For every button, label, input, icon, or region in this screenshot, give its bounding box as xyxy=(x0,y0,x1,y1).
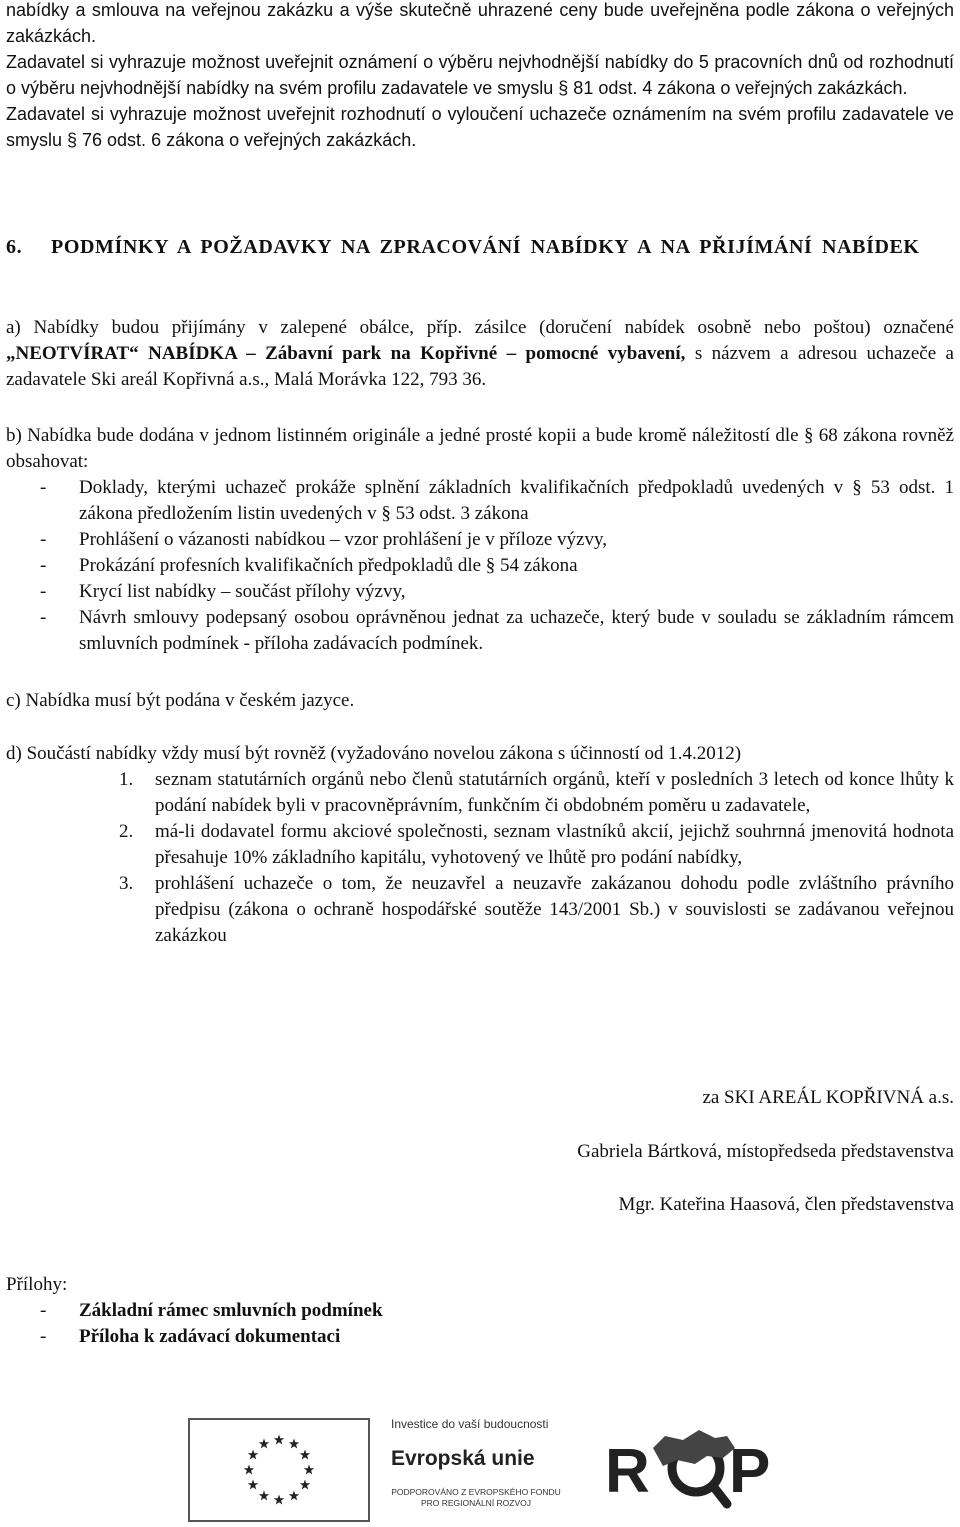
envelope-marking: „NEOTVÍRAT“ NABÍDKA – Zábavní park na Kopřivné – pomocné vybavení, xyxy=(6,343,686,364)
list-text: prohlášení uchazeče o tom, že neuzavřel a neuzavře zakázanou dohodu podle zvláštního právního předpisu (zákona o ochraně hospodářské soutěže 143/2001 Sb.) v souvislosti se zadávanou veřejnou zakázkou xyxy=(155,873,954,946)
eu-star-icon xyxy=(300,1450,310,1460)
eu-star-icon xyxy=(304,1465,314,1475)
section-number: 6. xyxy=(6,236,23,258)
list-number: 2. xyxy=(119,821,134,842)
section-heading xyxy=(6,234,954,261)
list-item: - Prohlášení o vázanosti nabídkou – vzor prohlášení je v příloze výzvy, xyxy=(6,527,954,553)
eu-star-icon xyxy=(289,1439,299,1449)
attachments-label: Přílohy: xyxy=(6,1274,68,1295)
paragraph-d xyxy=(6,741,954,949)
attachment-item: - Příloha k zadávací dokumentaci xyxy=(6,1324,954,1350)
list-number: 1. xyxy=(119,769,134,790)
eu-star-icon xyxy=(248,1450,258,1460)
paragraph-a xyxy=(6,315,954,393)
eu-fund-line-1: PODPOROVÁNO Z EVROPSKÉHO FONDU xyxy=(391,1487,561,1497)
eu-flag-logo xyxy=(188,1418,370,1522)
list-item xyxy=(6,819,954,871)
eu-fund-line-2: PRO REGIONÁLNÍ ROZVOJ xyxy=(420,1498,532,1508)
paragraph-c: c) Nabídka musí být podána v českém jazyce. xyxy=(6,690,355,711)
list-item xyxy=(6,767,954,819)
paragraph-a-tail: s názvem a adresou uchazeče a zadavatele Ski areál Kopřivná a.s., Malá Morávka 122, 793 36. xyxy=(6,343,954,390)
list-item: - Prokázání profesních kvalifikačních předpokladů dle § 54 zákona xyxy=(6,553,954,579)
eu-star-icon xyxy=(259,1490,269,1500)
list-item: - Návrh smlouvy podepsaný osobou oprávněnou jednat za uchazeče, který bude v souladu se základním rámcem smluvních podmínek - příloha zadávacích podmínek. xyxy=(6,605,954,657)
intro-paragraph-2: Zadavatel si vyhrazuje možnost uveřejnit oznámení o výběru nejvhodnější nabídky do 5 pracovních dnů od rozhodnutí o výběru nejvhodnější nabídky na svém profilu zadavatele ve smyslu § 81 odst. 4 zákona o veřejných zakázkách. xyxy=(6,52,954,98)
paragraph-b xyxy=(6,423,954,657)
paragraph-b-intro: b) Nabídka bude dodána v jednom listinném originále a jedné prosté kopii a bude kromě náležitostí dle § 68 zákona rovněž obsahovat: xyxy=(6,425,954,472)
intro-paragraph-1: nabídky a smlouva na veřejnou zakázku a výše skutečně uhrazené ceny bude uveřejněna podle zákona o veřejných zakázkách. xyxy=(6,0,954,46)
numbered-list xyxy=(6,767,954,949)
required-documents-list xyxy=(6,475,954,657)
attachments-list xyxy=(6,1298,954,1350)
eu-star-icon xyxy=(244,1465,254,1475)
list-text: seznam statutárních orgánů nebo členů statutárních orgánů, kteří v posledních 3 letech od konce lhůty k podání nabídek byli v pracovněprávním, funkčním či obdobném poměru u zadavatele, xyxy=(155,769,954,816)
list-item: - Doklady, kterými uchazeč prokáže splnění základních kvalifikačních předpokladů uvedených v § 53 odst. 1 zákona předložením listin uvedených v § 53 odst. 3 zákona xyxy=(6,475,954,527)
eu-star-icon xyxy=(274,1435,284,1445)
eu-star-icon xyxy=(259,1439,269,1449)
eu-star-icon xyxy=(289,1490,299,1500)
eu-star-icon xyxy=(274,1495,284,1505)
list-text: má-li dodavatel formu akciové společnosti, seznam vlastníků akcií, jejichž souhrnná jmenovitá hodnota přesahuje 10% základního kapitálu, vyhotovený ve lhůtě pro podání nabídky, xyxy=(155,821,954,868)
list-item xyxy=(6,871,954,949)
svg-text:R: R xyxy=(605,1437,650,1506)
svg-text:P: P xyxy=(729,1437,771,1506)
eu-text-block xyxy=(391,1416,591,1509)
section-title: PODMÍNKY A POŽADAVKY NA ZPRACOVÁNÍ NABÍDKY A NA PŘIJÍMÁNÍ NABÍDEK xyxy=(51,236,920,258)
list-number: 3. xyxy=(119,873,134,894)
attachments-block xyxy=(6,1272,954,1350)
rop-logo xyxy=(603,1418,778,1522)
eu-stars-icon xyxy=(190,1420,368,1520)
list-item: - Krycí list nabídky – součást přílohy výzvy, xyxy=(6,579,954,605)
intro-block xyxy=(6,0,954,153)
paragraph-a-lead: a) Nabídky budou přijímány v zalepené obálce, příp. zásilce (doručení nabídek osobně nebo poštou) označené xyxy=(6,317,954,338)
attachment-item: - Základní rámec smluvních podmínek xyxy=(6,1298,954,1324)
intro-paragraph-3: Zadavatel si vyhrazuje možnost uveřejnit rozhodnutí o vyloučení uchazeče oznámením na svém profilu zadavatele ve smyslu § 76 odst. 6 zákona o veřejných zakázkách. xyxy=(6,104,954,150)
eu-star-icon xyxy=(300,1480,310,1490)
paragraph-d-intro: d) Součástí nabídky vždy musí být rovněž (vyžadováno novelou zákona s účinností od 1.4.2012) xyxy=(6,743,742,764)
eu-fund-text xyxy=(391,1487,561,1509)
eu-title: Evropská unie xyxy=(391,1447,535,1470)
eu-slogan: Investice do vaší budoucnosti xyxy=(391,1417,549,1431)
funding-logos xyxy=(188,1416,778,1520)
signature-person-1: Gabriela Bártková, místopředseda představenstva xyxy=(577,1141,954,1162)
eu-star-icon xyxy=(248,1480,258,1490)
signature-company: za SKI AREÁL KOPŘIVNÁ a.s. xyxy=(702,1087,954,1108)
rop-map-icon xyxy=(603,1418,778,1522)
signature-person-2: Mgr. Kateřina Haasová, člen představenstva xyxy=(618,1194,954,1215)
